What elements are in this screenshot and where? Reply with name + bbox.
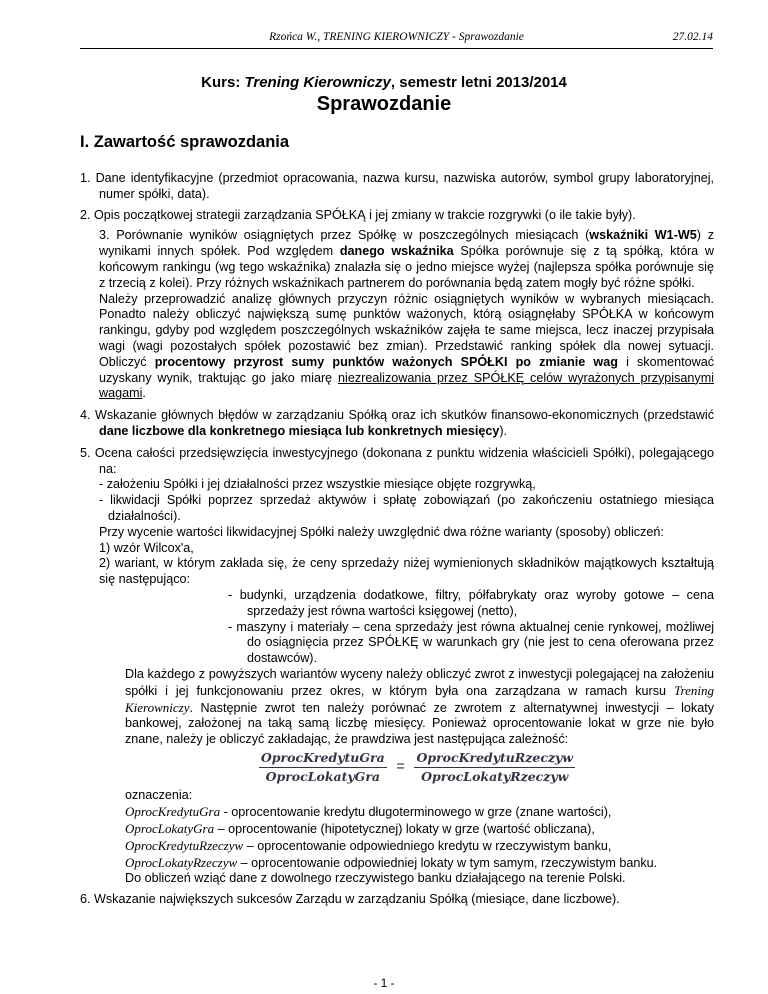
course-suffix: , semestr letni 2013/2014 xyxy=(390,74,567,91)
page-number: - 1 - xyxy=(373,976,395,990)
item4-bold: dane liczbowe dla konkretnego miesiąca lub konkretnych miesięcy xyxy=(99,423,500,438)
item5-dash-2: - likwidacji Spółki poprzez sprzedaż aktywów i spłatę zobowiązań (po zakończeniu ostatniego miesiąca działalności). xyxy=(99,493,714,523)
legend-line-3 xyxy=(80,838,714,855)
item3-text-j: . xyxy=(142,386,146,401)
course-name: Trening Kierowniczy xyxy=(244,74,391,91)
list-item-3 xyxy=(80,228,714,402)
list-item-4 xyxy=(80,408,714,440)
formula-equals: = xyxy=(396,758,405,776)
legend-line-2 xyxy=(80,821,714,838)
legend-symbol-2: OprocLokatyGra xyxy=(125,821,215,837)
legend-desc-3: – oprocentowanie odpowiedniego kredytu w rzeczywistym banku, xyxy=(243,838,612,853)
document-body xyxy=(80,171,714,913)
item4-text-c: ). xyxy=(499,423,508,438)
item5-subdash-2: - maszyny i materiały – cena sprzedaży jest równa aktualnej cenie rynkowej, możliwej do osiągnięcia przez SPÓŁKĘ w warunkach gry (nie jest to cena oferowana przez dostawców). xyxy=(228,619,714,666)
legend-line-5: Do obliczeń wziąć dane z dowolnego rzeczywistego banku działającego na terenie Polski. xyxy=(125,871,626,886)
legend-title: oznaczenia: xyxy=(125,788,193,803)
item4-text-a: 4. Wskazanie głównych błędów w zarządzaniu Spółką oraz ich skutków finansowo-ekonomicznych (przedstawić xyxy=(80,408,714,423)
item3-bold-increase: procentowy przyrost sumy punktów ważonych SPÓŁKI po zmianie wag xyxy=(154,354,618,369)
formula-num-2: OprocKredytuRzeczyw xyxy=(414,750,575,768)
item5-paragraph-2 xyxy=(80,667,714,748)
item3-text-e: Spółka porównuje się z tą spółką, która w końcowym rankingu (wg tego wskaźnika) znalazła się o jedno miejsce wyżej (najlepsza spółka porównuje się z trzecią z kolei). Przy różnych wskaźnikach partnerem do porównania będą zatem mogły być różne spółki. xyxy=(99,244,714,290)
item3-bold-indicators: wskaźniki W1-W5 xyxy=(589,228,697,243)
list-item-5 xyxy=(80,446,714,888)
page-header xyxy=(80,28,713,49)
item5-intro: 5. Ocena całości przedsięwzięcia inwestycyjnego (dokonana z punktu widzenia właścicieli Spółki), polegającego na: xyxy=(80,445,714,476)
item5-variant-1: 1) wzór Wilcox'a, xyxy=(99,540,194,555)
section-heading: I. Zawartość sprawozdania xyxy=(80,133,290,151)
legend-symbol-3: OprocKredytuRzeczyw xyxy=(125,837,244,853)
item3-text-c: ) z wynikami innych spółek. Pod względem xyxy=(99,228,714,259)
list-item-6: 6. Wskazanie największych sukcesów Zarządu w zarządzaniu Spółką (miesiące, dane liczbowe). xyxy=(80,892,620,907)
item5-course-name: Trening Kierowniczy xyxy=(125,682,714,715)
legend-symbol-1: OprocKredytuGra xyxy=(125,804,221,820)
item5-p2-c: . Następnie zwrot ten należy porównać ze zwrotem z alternatywnej inwestycji – lokaty bankowej, założonej na taką samą liczbę miesięcy. Ponieważ oprocentowanie lokat w grze nie było znane, należy je obliczyć zakładając, że prawdziwa jest następująca zależność: xyxy=(125,700,714,747)
formula-left-fraction xyxy=(259,750,387,785)
item3-text-h: i skomentować uzyskany wynik, traktując go jako miarę xyxy=(99,354,714,385)
header-title: Rzońca W., TRENING KIEROWNICZY - Sprawozdanie xyxy=(269,31,524,43)
formula-right-fraction xyxy=(414,750,575,785)
item5-dash-1: - założeniu Spółki i jej działalności przez wszystkie miesiące objęte rozgrywką, xyxy=(99,477,536,492)
list-item-2: 2. Opis początkowej strategii zarządzania SPÓŁKĄ i jej zmiany w trakcie rozgrywki (o ile takie były). xyxy=(80,207,636,222)
item3-bold-indicator: danego wskaźnika xyxy=(339,244,454,259)
item5-subdash-1: - budynki, urządzenia dodatkowe, filtry, półfabrykaty oraz wyroby gotowe – cena sprzedaży jest równa wartości księgowej (netto), xyxy=(228,587,714,618)
formula-den-1: OprocLokatyGra xyxy=(265,768,381,784)
item3-text-f: Należy przeprowadzić analizę głównych przyczyn różnic osiągniętych wyników w wybranych miesiącach. Ponadto należy obliczyć największą sumę punktów ważonych, którą osiągnęłaby SPÓŁKA w końcowym rankingu, gdyby pod względem poszczególnych wskaźników zajęła te same miejsca, lecz inaczej przypisała wagi (wagi pozostałych spółek pozostawić bez zmian). Przedstawić ranking spółek dla nowej sytuacji. Obliczyć xyxy=(99,291,714,369)
legend-desc-2: – oprocentowanie (hipotetycznej) lokaty w grze (wartość obliczana), xyxy=(214,822,595,837)
interest-formula xyxy=(80,748,714,789)
header-date: 27.02.14 xyxy=(672,31,713,43)
item5-p2-a: Dla każdego z powyższych wariantów wyceny należy obliczyć zwrot z inwestycji polegającej na założeniu spółki i jej funkcjonowaniu przez okres, w którym była ona zarządzana w ramach kursu xyxy=(125,666,714,698)
item3-underlined: niezrealizowania przez SPÓŁKĘ celów wyrażonych przypisanymi wagami xyxy=(99,370,714,401)
document-title: Sprawozdanie xyxy=(316,93,452,115)
item3-text-a: 3. Porównanie wyników osiągniętych przez Spółkę w poszczególnych miesiącach ( xyxy=(99,228,590,243)
list-item-1: 1. Dane identyfikacyjne (przedmiot opracowania, nazwa kursu, nazwiska autorów, symbol grupy laboratoryjnej, numer spółki, data). xyxy=(80,171,714,201)
formula-den-2: OprocLokatyRzeczyw xyxy=(421,768,569,784)
legend-desc-1: - oprocentowanie kredytu długoterminowego w grze (znane wartości), xyxy=(220,805,612,820)
legend-line-4 xyxy=(80,855,714,872)
formula-num-1: OprocKredytuGra xyxy=(259,750,387,768)
course-line xyxy=(0,74,768,91)
item5-variant-2: 2) wariant, w którym zakłada się, że ceny sprzedaży niżej wymienionych składników majątkowych kształtują się następująco: xyxy=(99,556,714,587)
legend-symbol-4: OprocLokatyRzeczyw xyxy=(125,854,238,870)
legend-desc-4: – oprocentowanie odpowiedniej lokaty w tym samym, rzeczywistym banku. xyxy=(237,855,658,870)
course-prefix: Kurs: xyxy=(201,74,245,91)
item5-paragraph-1: Przy wycenie wartości likwidacyjnej Spółki należy uwzględnić dwa różne warianty (sposoby) obliczeń: xyxy=(99,524,664,539)
legend-line-1 xyxy=(80,804,714,821)
